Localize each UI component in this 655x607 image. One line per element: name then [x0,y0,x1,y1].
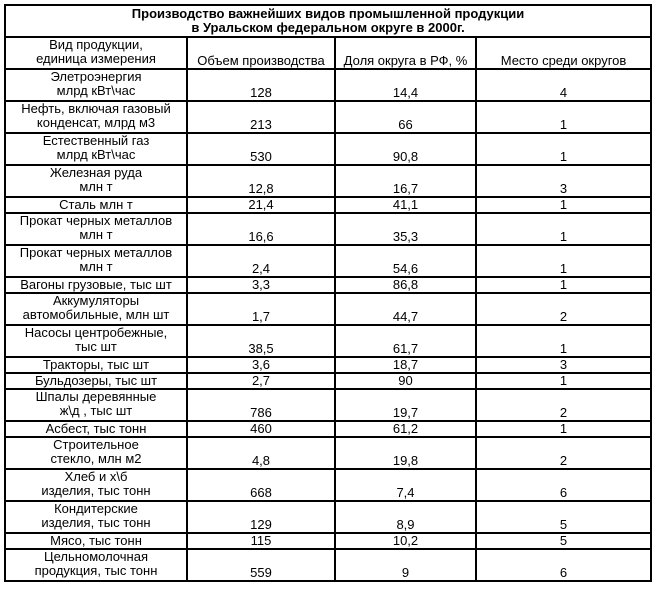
product-name-line-1: Хлеб и х\б [64,469,128,484]
table-row [5,245,651,277]
product-name-line-1: Строительное [53,437,139,452]
table-row [5,549,651,581]
product-name-line-1: Насосы центробежные, [24,325,168,340]
volume-cell: 3,6 [187,357,335,373]
volume-cell: 115 [187,533,335,549]
volume-cell: 21,4 [187,197,335,213]
product-name-line-2: ж\д , тыс шт [59,403,133,418]
table-title [5,5,651,37]
volume-cell: 786 [187,389,335,421]
rank-cell: 1 [476,421,651,437]
rank-cell: 1 [476,197,651,213]
product-name-cell [5,373,187,389]
volume-cell: 559 [187,549,335,581]
rank-cell: 1 [476,133,651,165]
product-name-line-1: Бульдозеры, тыс шт [34,373,158,388]
volume-cell: 3,3 [187,277,335,293]
product-name-cell [5,437,187,469]
header-name-line-2: единица измерения [36,51,156,66]
header-volume: Объем производства [187,37,335,69]
volume-cell: 530 [187,133,335,165]
rank-cell: 2 [476,389,651,421]
production-table [4,4,652,582]
product-name-line-1: Аккумуляторы [52,293,140,308]
share-cell: 54,6 [335,245,476,277]
volume-cell: 2,4 [187,245,335,277]
table-row [5,357,651,373]
share-cell: 66 [335,101,476,133]
product-name-cell [5,293,187,325]
table-row [5,213,651,245]
share-cell: 16,7 [335,165,476,197]
volume-cell: 1,7 [187,293,335,325]
product-name-cell [5,245,187,277]
product-name-line-1: Элетроэнергия [50,69,142,84]
product-name-line-2: тыс шт [75,339,117,354]
volume-cell: 2,7 [187,373,335,389]
table-row [5,533,651,549]
rank-cell: 1 [476,325,651,357]
table-row [5,165,651,197]
rank-cell: 1 [476,245,651,277]
product-name-line-2: млрд кВт\час [56,147,136,162]
table-row [5,389,651,421]
share-cell: 9 [335,549,476,581]
table-row [5,69,651,101]
rank-cell: 2 [476,437,651,469]
product-name-line-1: Железная руда [49,165,143,180]
table-row [5,325,651,357]
volume-cell: 38,5 [187,325,335,357]
product-name-line-2: млн т [79,259,113,274]
share-cell: 44,7 [335,293,476,325]
product-name-cell [5,213,187,245]
product-name-line-2: млн т [79,179,113,194]
share-cell: 7,4 [335,469,476,501]
table-row [5,469,651,501]
header-row [5,37,651,69]
rank-cell: 1 [476,277,651,293]
table-row [5,373,651,389]
share-cell: 61,2 [335,421,476,437]
share-cell: 10,2 [335,533,476,549]
share-cell: 41,1 [335,197,476,213]
rank-cell: 5 [476,533,651,549]
rank-cell: 2 [476,293,651,325]
product-name-line-1: Прокат черных металлов [19,213,173,228]
share-cell: 90,8 [335,133,476,165]
product-name-cell [5,325,187,357]
product-name-line-2: изделия, тыс тонн [41,483,151,498]
table-row [5,101,651,133]
volume-cell: 128 [187,69,335,101]
volume-cell: 213 [187,101,335,133]
product-name-cell [5,133,187,165]
share-cell: 19,8 [335,437,476,469]
volume-cell: 129 [187,501,335,533]
header-name [5,37,187,69]
title-row [5,5,651,37]
product-name-line-2: конденсат, млрд м3 [36,115,156,130]
product-name-cell [5,533,187,549]
product-name-line-2: млн т [79,227,113,242]
product-name-cell [5,357,187,373]
product-name-cell [5,501,187,533]
table-row [5,437,651,469]
product-name-line-2: продукция, тыс тонн [34,563,158,578]
volume-cell: 16,6 [187,213,335,245]
product-name-line-1: Естественный газ [42,133,150,148]
product-name-cell [5,197,187,213]
product-name-cell [5,69,187,101]
header-name-line-1: Вид продукции, [49,37,143,52]
product-name-line-1: Вагоны грузовые, тыс шт [20,277,172,292]
spreadsheet [4,4,650,602]
rank-cell: 1 [476,373,651,389]
product-name-line-1: Сталь млн т [59,197,133,212]
table-row [5,421,651,437]
table-row [5,501,651,533]
product-name-line-1: Шпалы деревянные [35,389,157,404]
product-name-cell [5,101,187,133]
share-cell: 61,7 [335,325,476,357]
share-cell: 86,8 [335,277,476,293]
rank-cell: 1 [476,101,651,133]
header-rank: Место среди округов [476,37,651,69]
rank-cell: 6 [476,549,651,581]
table-row [5,293,651,325]
rank-cell: 3 [476,165,651,197]
product-name-line-1: Прокат черных металлов [19,245,173,260]
product-name-line-2: автомобильные, млн шт [22,307,170,322]
product-name-cell [5,469,187,501]
product-name-cell [5,277,187,293]
product-name-line-2: млрд кВт\час [56,83,136,98]
volume-cell: 668 [187,469,335,501]
table-row [5,197,651,213]
title-line-1: Производство важнейших видов промышленной продукции [131,6,525,21]
product-name-line-2: стекло, млн м2 [50,451,142,466]
table-row [5,133,651,165]
volume-cell: 4,8 [187,437,335,469]
table-row [5,277,651,293]
product-name-line-1: Нефть, включая газовый [21,101,171,116]
volume-cell: 12,8 [187,165,335,197]
product-name-line-1: Тракторы, тыс шт [42,357,150,372]
share-cell: 14,4 [335,69,476,101]
product-name-cell [5,165,187,197]
product-name-line-1: Асбест, тыс тонн [45,421,147,436]
title-line-2: в Уральском федеральном округе в 2000г. [191,20,465,35]
product-name-line-2: изделия, тыс тонн [41,515,151,530]
share-cell: 35,3 [335,213,476,245]
rank-cell: 6 [476,469,651,501]
product-name-line-1: Кондитерские [54,501,138,516]
product-name-cell [5,389,187,421]
rank-cell: 1 [476,213,651,245]
share-cell: 19,7 [335,389,476,421]
share-cell: 8,9 [335,501,476,533]
product-name-line-1: Мясо, тыс тонн [50,533,142,548]
rank-cell: 5 [476,501,651,533]
share-cell: 90 [335,373,476,389]
product-name-cell [5,549,187,581]
product-name-line-1: Цельномолочная [44,549,148,564]
share-cell: 18,7 [335,357,476,373]
header-share: Доля округа в РФ, % [335,37,476,69]
volume-cell: 460 [187,421,335,437]
rank-cell: 3 [476,357,651,373]
rank-cell: 4 [476,69,651,101]
product-name-cell [5,421,187,437]
